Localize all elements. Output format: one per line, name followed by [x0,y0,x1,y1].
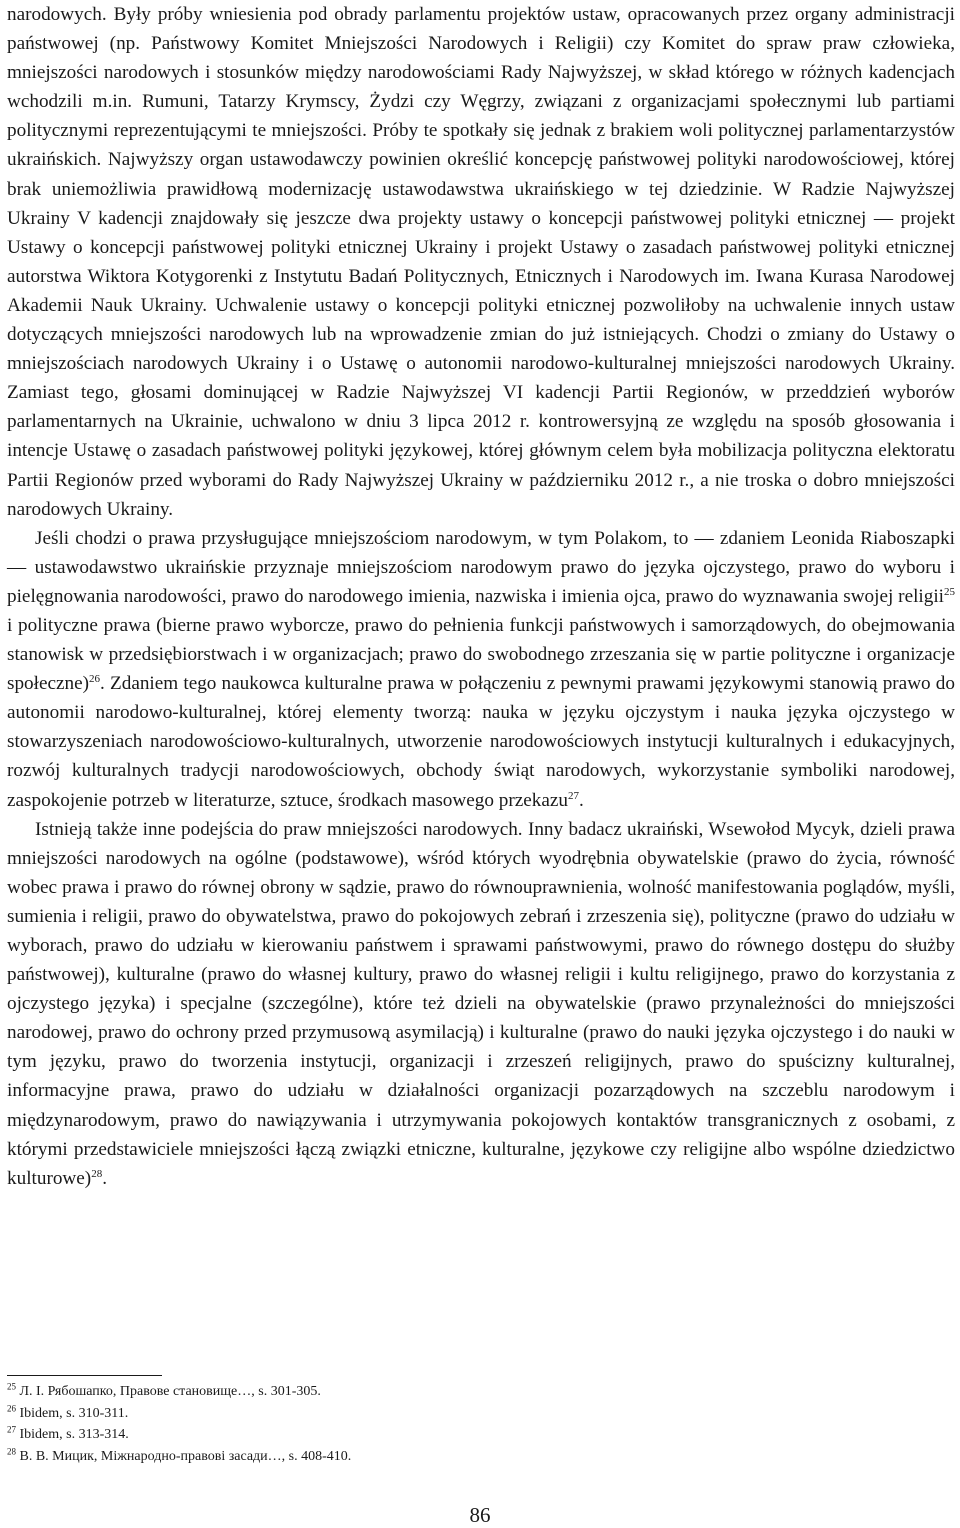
footnote-number: 27 [7,1424,16,1435]
footnote-number: 25 [7,1381,16,1392]
page-number: 86 [469,1503,491,1527]
footnote-reference[interactable]: 26 [89,673,101,686]
paragraph-text: Istnieją także inne podejścia do praw mniejszości narodowych. Inny badacz ukraiński, Wsewołod Mycyk, dzieli prawa mniejszości narodowych na ogólne (podstawowe), wśród których wyodrębnia obywatelskie (prawo do życia, równość wobec prawa i prawo do równej obrony w sądzie, prawo do równouprawnienia, wolność manifestowania poglądów, myśli, sumienia i religii, prawo do obywatelstwa, prawo do pokojowych zebrań i zrzeszenia się), polityczne (prawo do udziału w wyborach, prawo do udziału w kierowaniu państwem i sprawami państwowymi, prawo do równego dostępu do służby państwowej), kulturalne (prawo do własnej kultury, prawo do własnej religii i kultu religijnego, prawo do korzystania z ojczystego języka) i specjalne (szczególne), które też dzieli na obywatelskie (prawo przynależności do mniejszości narodowej, prawo do ochrony przed przymusową asymilacją) i kulturalne (prawo do nauki języka ojczystego i do nauki w tym języku, prawo do tworzenia instytucji, organizacji i zrzeszeń religijnych, prawo do spuścizny kulturalnej, informacyjne prawa, prawo do udziału w działalności organizacji pozarządowych na szczeblu narodowym i międzynarodowym, prawo do nawiązywania i utrzymywania pokojowych kontaktów transgranicznych z osobami, z którymi przedstawiciele mniejszości łączą związki etniczne, kulturalne, językowe czy religijne albo wspólne dziedzictwo kulturowe) [7,818,955,1189]
paragraph-text: . [579,789,584,811]
footnote-text: В. В. Мицик, Міжнародно-правові засади…, s. 408-410. [19,1448,352,1464]
paragraph-text: i polityczne prawa (bierne prawo wyborcze, prawo do pełnienia funkcji państwowych i samorządowych, do obejmowania stanowisk w przedsiębiorstwach i w organizacjach; prawo do swobodnego zrzeszania się w partie polityczne i organizacje społeczne) [7,614,955,695]
footnote-number: 28 [7,1446,16,1457]
paragraph-text: narodowych. Były próby wniesienia pod obrady parlamentu projektów ustaw, opracowanych przez organy administracji państwowej (np. Państwowy Komitet Mniejszości Narodowych i Religii) czy Komitet do spraw praw człowieka, mniejszości narodowych i stosunków między narodowościami Rady Najwyższej, w skład którego w różnych kadencjach wchodzili m.in. Rumuni, Tatarzy Krymscy, Żydzi czy Węgrzy, związani z organizacjami społecznymi lub partiami politycznymi reprezentującymi te mniejszości. Próby te spotkały się jednak z brakiem woli politycznej parlamentarzystów ukraińskich. Najwyższy organ ustawodawczy powinien określić koncepcję państwowej polityki narodowościowej, której brak uniemożliwia prawidłową modernizację ustawodawstwa ukraińskiego w tej dziedzinie. W Radzie Najwyższej Ukrainy V kadencji znajdowały się jeszcze dwa projekty ustawy o koncepcji państwowej polityki etnicznej — projekt Ustawy o koncepcji państwowej polityki etnicznej Ukrainy i projekt Ustawy o zasadach państwowej polityki etnicznej autorstwa Wiktora Kotygorenki z Instytutu Badań Politycznych, Etnicznych i Narodowych im. Iwana Kurasa Narodowej Akademii Nauk Ukrainy. Uchwalenie ustawy o koncepcji polityki etnicznej pozwoliłoby na uchwalenie innych ustaw dotyczących mniejszości narodowych lub na wprowadzenie zmian do już istniejących. Chodzi o zmiany do Ustawy o mniejszościach narodowych Ukrainy i o Ustawę o autonomii narodowo-kulturalnej mniejszości narodowych Ukrainy. Zamiast tego, głosami dominującej w Radzie Najwyższej VI kadencji Partii Regionów, w przeddzień wyborów parlamentarnych na Ukrainie, uchwalono w dniu 3 lipca 2012 r. kontrowersyjną ze względu na sposób głosowania i intencje Ustawę o zasadach państwowej polityki językowej, której głównym celem była mobilizacja polityczna elektoratu Partii Regionów przed wyborami do Rady Najwyższej Ukrainy w październiku 2012 r., a nie troska o dobro mniejszości narodowych Ukrainy. [7,4,955,520]
footnote-text: Ibidem, s. 313-314. [19,1427,129,1442]
footnote [7,1381,947,1403]
footnote-reference[interactable]: 27 [568,789,579,802]
footnote-text: Л. І. Рябошапко, Правове становище…, s. 301-305. [19,1384,321,1399]
paragraph [7,0,955,524]
body-text [7,0,955,1193]
document-page [7,0,955,1193]
footnote [7,1446,947,1468]
paragraph-text: . [102,1167,107,1189]
footnote-separator [7,1375,162,1376]
footnote-reference[interactable]: 28 [91,1167,103,1180]
footnote [7,1424,947,1446]
paragraph-text: . Zdaniem tego naukowca kulturalne prawa w połączeniu z pewnymi prawami językowymi stanowią prawo do autonomii narodowo-kulturalnej, której elementy tworzą: nauka w języku ojczystym i nauka języka ojczystego w stowarzyszeniach narodowościowo-kulturalnych, utworzenie narodowościowych instytucji kulturalnych i edukacyjnych, rozwój kulturalnych tradycji narodowościowych, obchody świąt narodowych, wykorzystanie symboliki narodowej, zaspokojenie potrzeb w literaturze, sztuce, środkach masowego przekazu [7,673,955,811]
paragraph [7,815,955,1193]
footnote [7,1403,947,1425]
paragraph-text: Jeśli chodzi o prawa przysługujące mniejszościom narodowym, w tym Polakom, to — zdaniem Leonida Riaboszapki — ustawodawstwo ukraińskie przyznaje mniejszościom narodowym prawo do języka ojczystego, prawo do wyboru i pielęgnowania narodowości, prawo do narodowego imienia, nazwiska i imienia ojca, prawo do wyznawania swojej religii [7,527,955,607]
footnote-text: Ibidem, s. 310-311. [19,1405,129,1421]
paragraph [7,524,955,815]
footnote-reference[interactable]: 25 [944,586,955,599]
footnotes [7,1381,947,1467]
footnote-number: 26 [7,1403,16,1414]
